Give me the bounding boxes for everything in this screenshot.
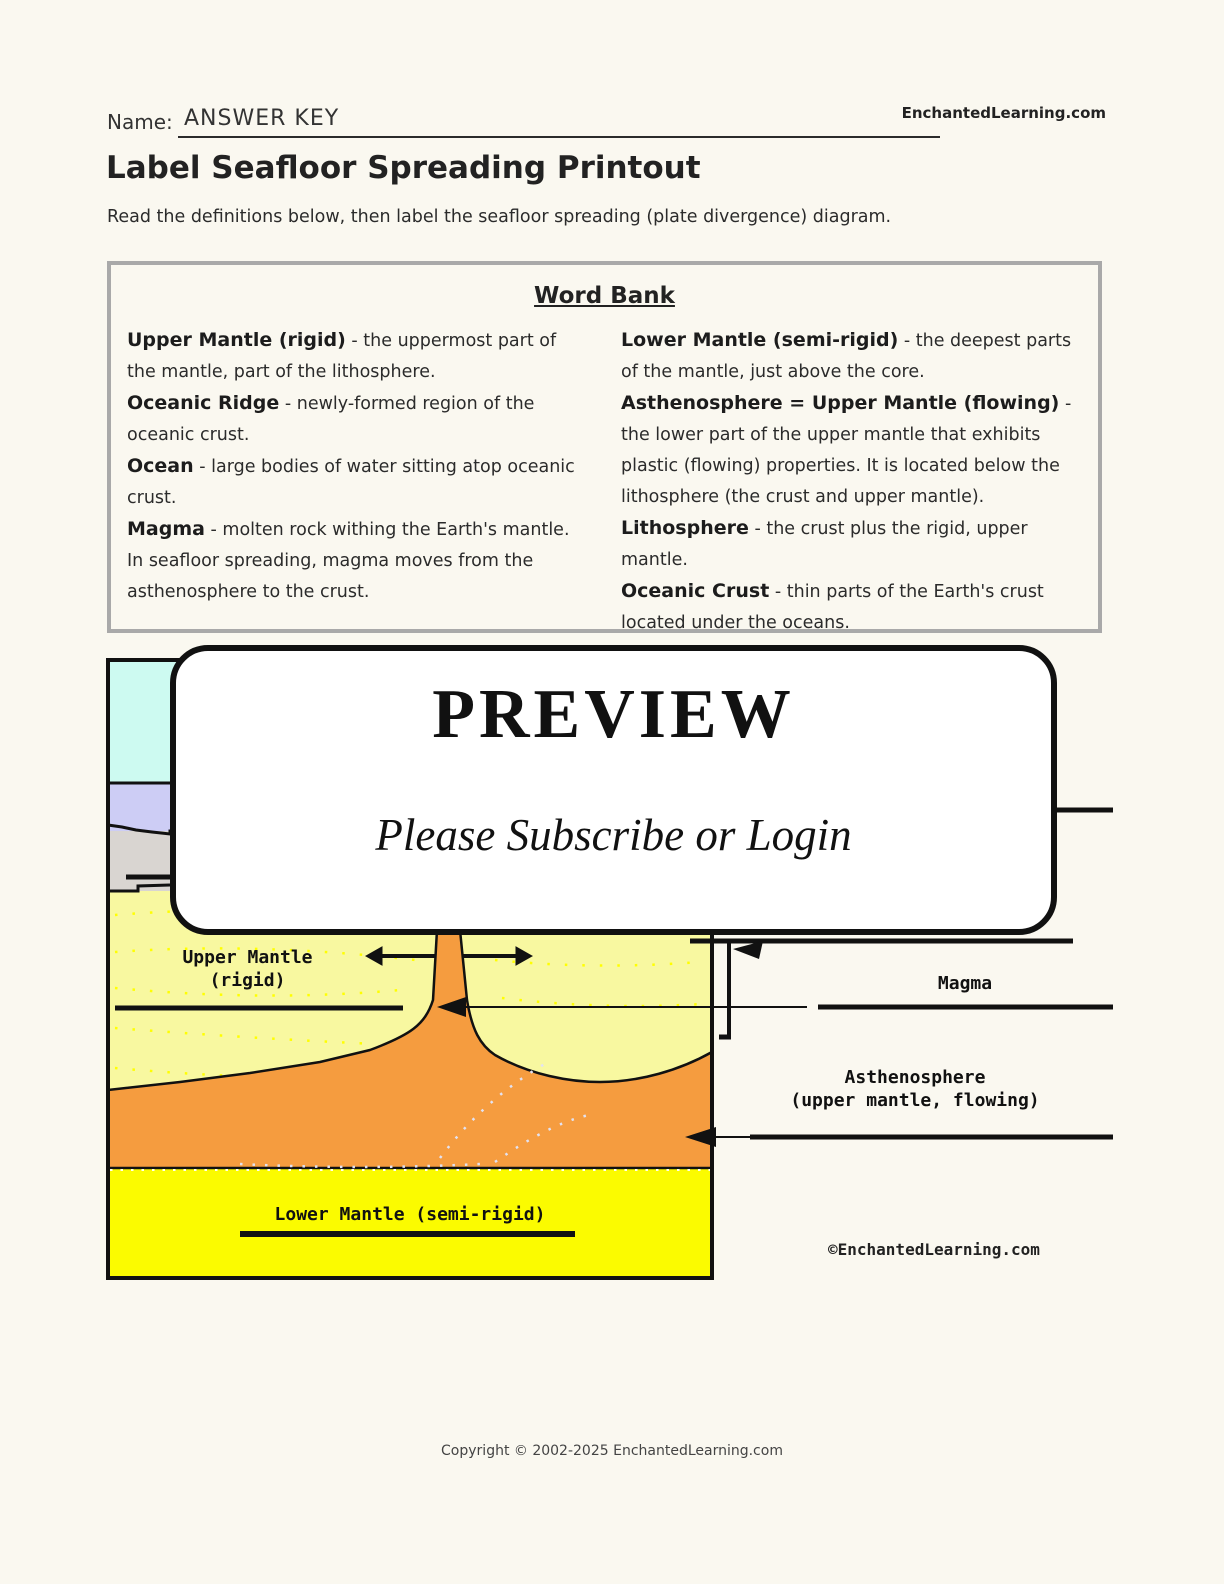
term: Lower Mantle (semi-rigid) — [621, 329, 899, 351]
upper-mantle-label-line1: Upper Mantle — [182, 947, 313, 968]
word-bank-title: Word Bank — [534, 283, 675, 309]
term: Upper Mantle (rigid) — [127, 329, 346, 351]
definition-item — [621, 388, 1091, 513]
word-bank-right-column — [621, 325, 1091, 639]
asthenosphere-label-line1: Asthenosphere — [844, 1067, 986, 1088]
definition-item — [127, 325, 589, 388]
term: Oceanic Crust — [621, 580, 770, 602]
diagram-credit: ©EnchantedLearning.com — [828, 1240, 1040, 1259]
asthenosphere-label-line2: (upper mantle, flowing) — [790, 1090, 1040, 1111]
asthenosphere-label — [760, 1066, 1070, 1112]
preview-overlay — [170, 645, 1057, 935]
definition: - the deepest parts of the mantle, just above the core. — [621, 331, 1072, 382]
name-label: Name: — [107, 110, 173, 134]
definition-item — [127, 451, 589, 514]
magma-label: Magma — [937, 973, 993, 994]
definition: - large bodies of water sitting atop oceanic crust. — [127, 457, 575, 508]
definition: - thin parts of the Earth's crust located under the oceans. — [621, 582, 1044, 633]
term: Lithosphere — [621, 517, 749, 539]
preview-subscribe-text: Please Subscribe or Login — [375, 810, 852, 860]
definition-item — [127, 514, 589, 608]
term: Magma — [127, 518, 205, 540]
upper-mantle-label — [140, 946, 355, 992]
word-bank-box — [107, 261, 1102, 633]
word-bank-left-column — [127, 325, 589, 608]
site-logo-text: EnchantedLearning.com — [901, 104, 1106, 122]
definition: - the lower part of the upper mantle that exhibits plastic (flowing) properties. It is located below the lithosphere (the crust and upper mantle). — [621, 394, 1072, 507]
instructions-text: Read the definitions below, then label the seafloor spreading (plate divergence) diagram. — [107, 207, 892, 227]
copyright-footer: Copyright © 2002-2025 EnchantedLearning.com — [441, 1443, 783, 1459]
definition: - molten rock withing the Earth's mantle. In seafloor spreading, magma moves from the asthenosphere to the crust. — [127, 520, 570, 602]
crust-arrow-icon — [733, 941, 763, 959]
definition-item — [621, 513, 1091, 576]
definition-item — [621, 325, 1091, 388]
upper-mantle-label-line2: (rigid) — [209, 970, 286, 991]
definition: - newly-formed region of the oceanic crust. — [127, 394, 535, 445]
name-answer-value: ANSWER KEY — [184, 106, 340, 131]
page-title: Label Seafloor Spreading Printout — [106, 150, 701, 186]
term: Ocean — [127, 455, 194, 477]
definition-item — [127, 388, 589, 451]
term: Asthenosphere = Upper Mantle (flowing) — [621, 392, 1060, 414]
name-underline — [178, 136, 940, 138]
term: Oceanic Ridge — [127, 392, 280, 414]
preview-title: PREVIEW — [432, 676, 795, 753]
lower-mantle-label: Lower Mantle (semi-rigid) — [274, 1204, 546, 1225]
definition: - the uppermost part of the mantle, part of the lithosphere. — [127, 331, 557, 382]
definition: - the crust plus the rigid, upper mantle. — [621, 519, 1028, 570]
